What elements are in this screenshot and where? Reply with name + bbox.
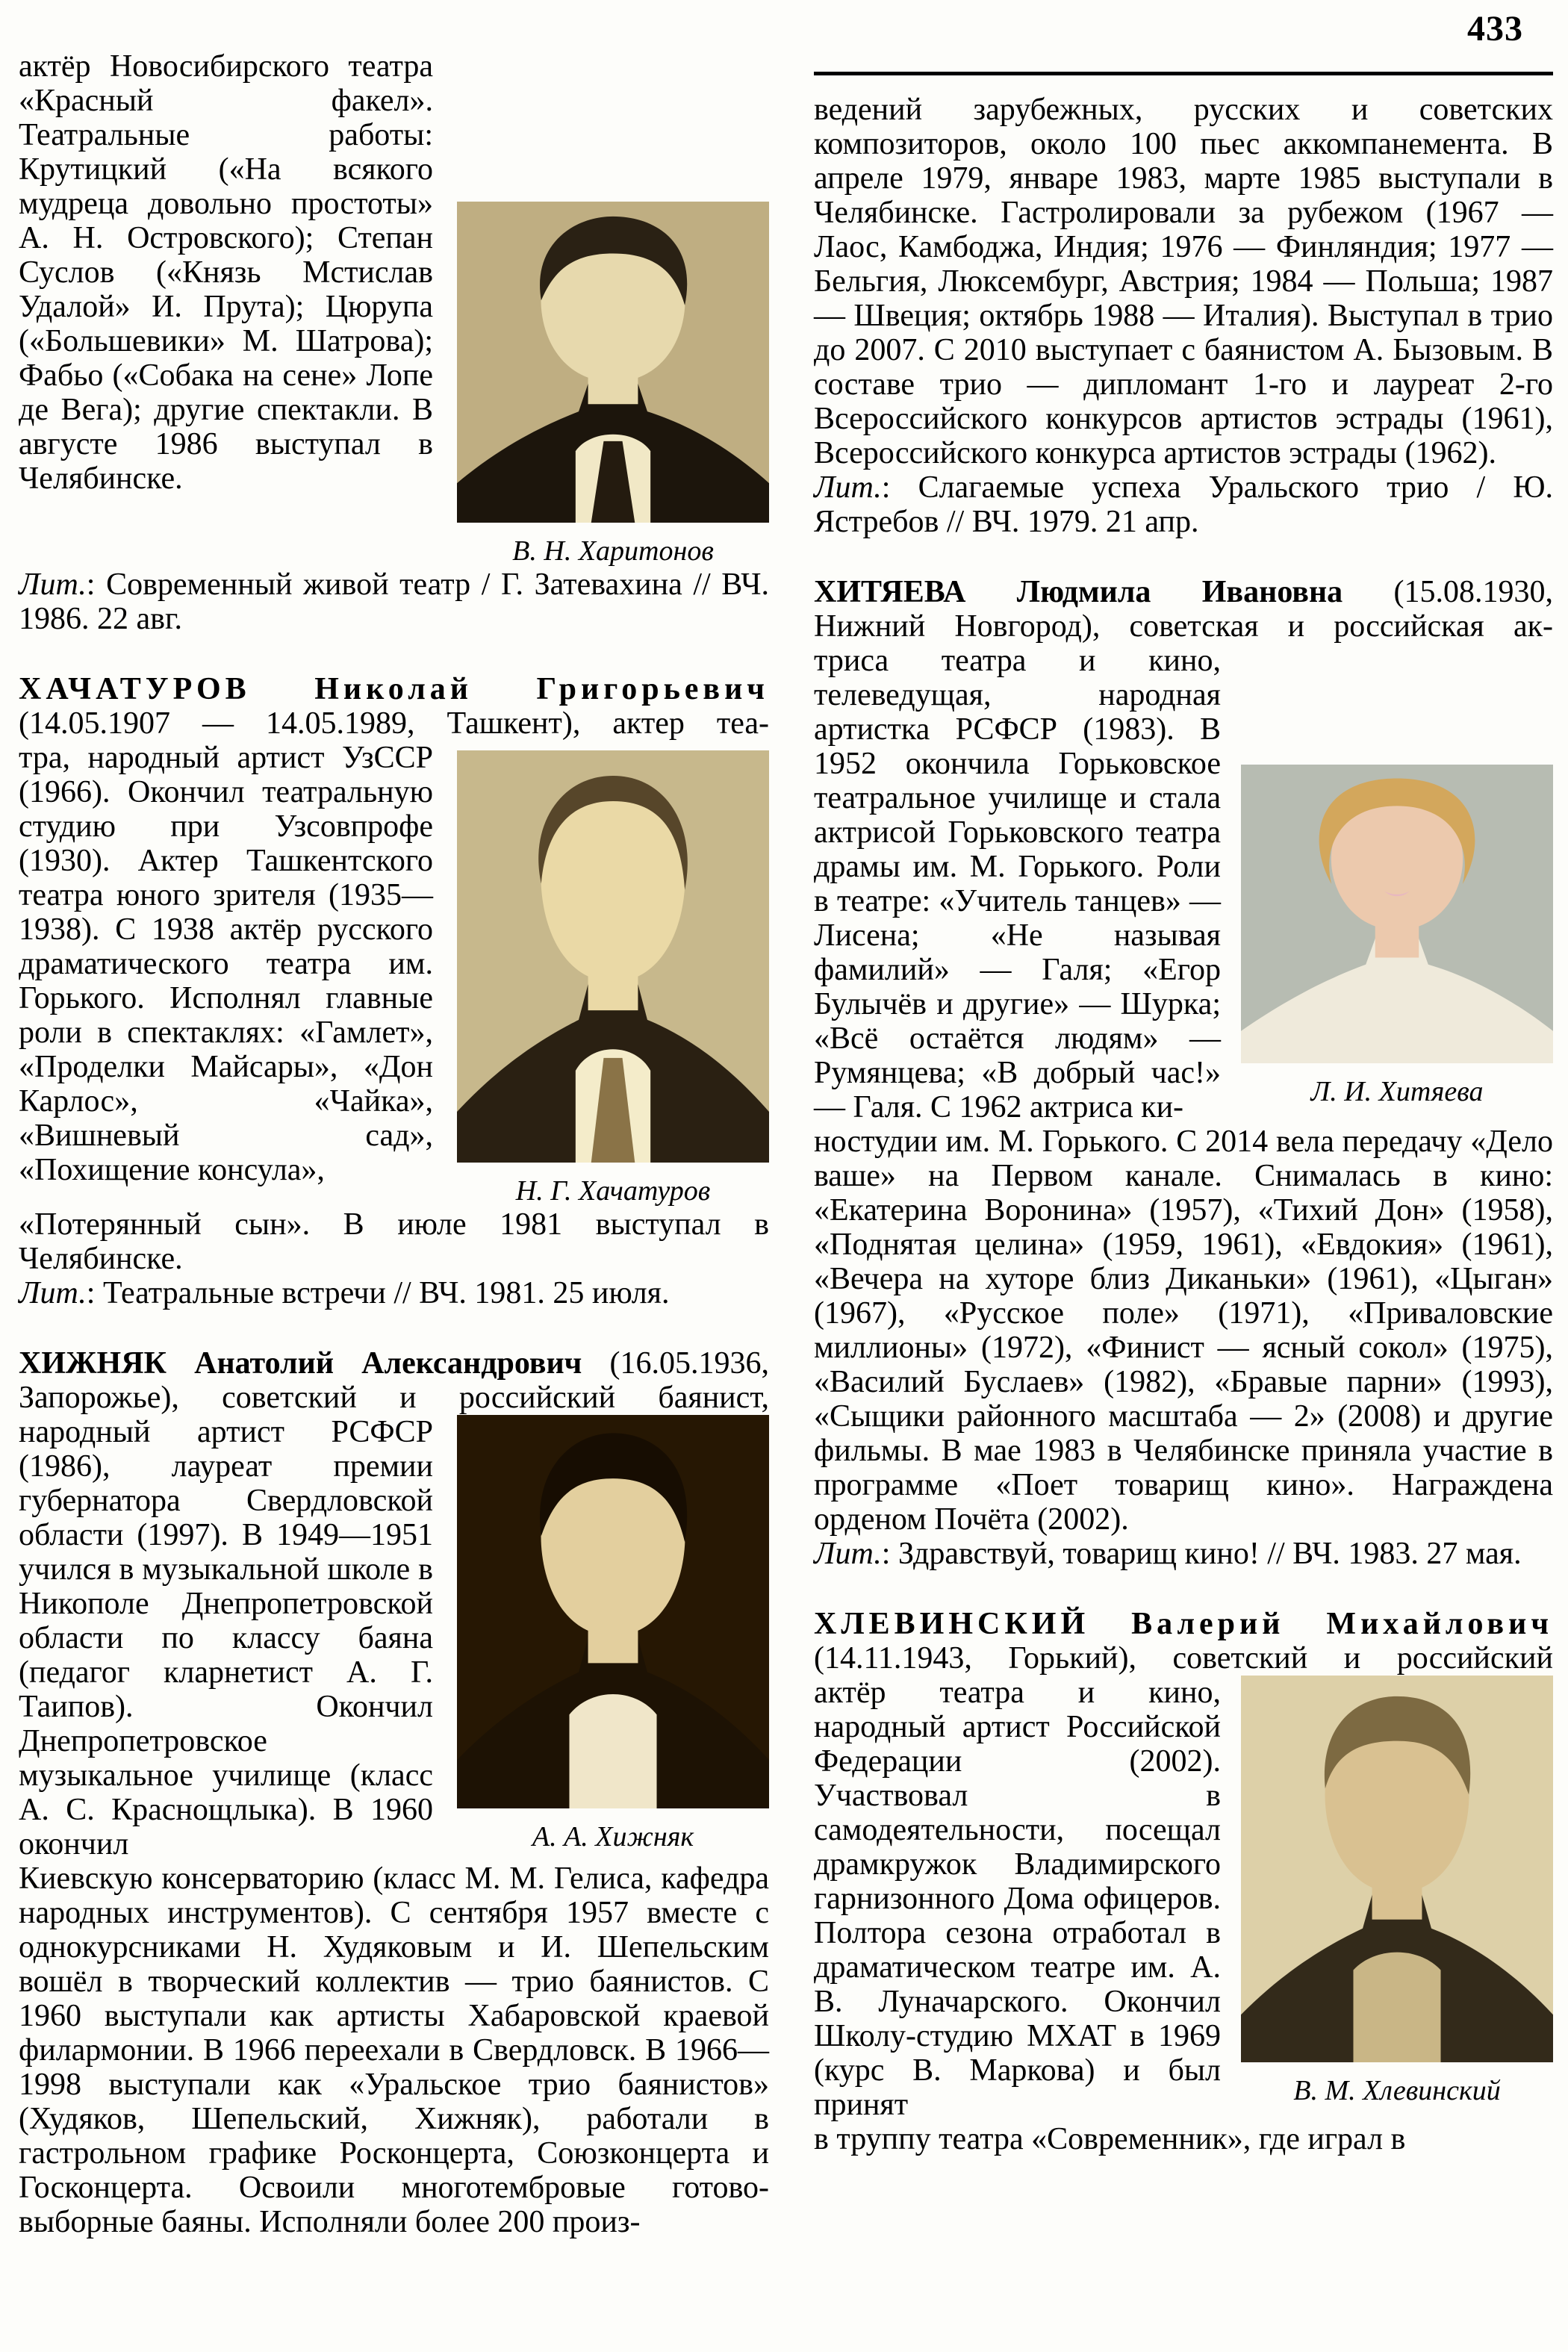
portrait-silhouette-icon [1241, 765, 1553, 1063]
photo-caption: А. А. Хижняк [532, 1821, 694, 1852]
photo-kharitonov [457, 202, 769, 567]
entry-body-full: ностудии им. М. Горького. С 2014 вела передачу «Дело ваше» на Первом канале. Снималась в кино: «Екатерина Воронина» (1957), «Тихий Дон» (1958), «Поднятая целина» (1959, 1961), «Евдокия» (1961), «Вечера на хуторе близ Диканьки» (1961), «Цыган» (1967), «Русское поле» (1971), «Приваловские миллионы» (1972), «Финист — ясный сокол» (1975), «Василий Буслаев» (1982), «Бравые парни» (1993), «Сыщики районного масштаба — 2» (2008) и другие фильмы. В мае 1983 в Челябинске приняла участие в программе «Поет товарищ кино». Награждена орденом Почёта (2002). [814, 1124, 1553, 1537]
portrait-photo [1241, 765, 1553, 1063]
photo-caption: В. Н. Харитонов [512, 535, 714, 567]
entry-khizhnyak [19, 1346, 769, 2239]
entry-kharitonov-continuation [19, 49, 769, 636]
entry-body-full: «Потерянный сын». В июле 1981 выступал в Челябинске. [19, 1207, 769, 1276]
portrait-photo [457, 750, 769, 1163]
entry-body: тра, народный артист УзССР (1966). Окончил театральную студию при Узсовпрофе (1930). Актер Ташкентского театра юного зрителя (1935—1938). С 1938 актёр русского драматического театра им. Горького. Исполнял главные роли в спектаклях: «Гамлет», «Проделки Майсары», «Дон Карлос», «Чайка», «Вишневый сад», «Похищение консула», [19, 741, 433, 1187]
entry-name-line: ХИТЯЕВА Людмила Ивановна (15.08.1930, [814, 575, 1554, 609]
photo-khityaeva [1241, 765, 1553, 1108]
header-rule [814, 72, 1553, 75]
left-column [19, 49, 769, 2239]
lit-reference: Лит.: Современный живой театр / Г. Затевахина // ВЧ. 1986. 22 авг. [19, 567, 769, 636]
portrait-silhouette-icon [457, 1415, 769, 1808]
entry-body: актёр театра и кино, народный артист Российской Федерации (2002). Участвовал в самодеятельности, посещал драмкружок Владимирского гарнизонного Дома офицеров. Полтора сезона отработал в драматическом театре им. А. В. Луначарского. Окончил Школу-студию МХАТ в 1969 (курс В. Маркова) и был принят [814, 1676, 1221, 2122]
page-number: 433 [1467, 9, 1523, 49]
portrait-photo [1241, 1676, 1553, 2062]
entry-name: ХАЧАТУРОВ Николай Григорьевич [19, 672, 769, 706]
portrait-silhouette-icon [457, 202, 769, 523]
photo-caption: Л. И. Хитяева [1310, 1076, 1484, 1107]
portrait-silhouette-icon [457, 750, 769, 1163]
photo-caption: В. М. Хлевинский [1293, 2075, 1501, 2106]
entry-header-line: (14.11.1943, Горький), советский и российский [814, 1641, 1553, 1676]
lit-reference: Лит.: Здравствуй, товарищ кино! // ВЧ. 1983. 27 мая. [814, 1537, 1522, 1571]
entry-body: ведений зарубежных, русских и советских композиторов, около 100 пьес аккомпанемента. В апреле 1979, январе 1983, марте 1985 выступали в Челябинске. Гастролировали за рубежом (1967 — Лаос, Камбоджа, Индия; 1976 — Финляндия; 1977 — Бельгия, Люксембург, Австрия; 1984 — Польша; 1987 — Швеция; октябрь 1988 — Италия). Выступал в трио до 2007. С 2010 выступает с баянистом А. Бызовым. В составе трио — дипломант 1-го и лауреат 2-го Всероссийского конкурсов артистов эстрады (1961), Всероссийского конкурса артистов эстрады (1962). [814, 93, 1553, 470]
photo-khachaturov [457, 750, 769, 1207]
entry-body: триса театра и кино, телеведущая, народная артистка РСФСР (1983). В 1952 окончила Горьковское театральное училище и стала актрисой Горьковского театра драмы им. М. Горького. Роли в театре: «Учитель танцев» — Лисена; «Не называя фамилий» — Галя; «Егор Булычёв и другие» — Шурка; «Всё остаётся людям» — Румянцева; «В добрый час!» — Галя. С 1962 актриса ки- [814, 644, 1221, 1124]
entry-body-full: в труппу театра «Современник», где играл в [814, 2122, 1406, 2156]
portrait-silhouette-icon [1241, 1676, 1553, 2062]
entry-name-line: ХИЖНЯК Анатолий Александрович (16.05.1936, [19, 1346, 769, 1381]
lit-reference: Лит.: Театральные встречи // ВЧ. 1981. 25 июля. [19, 1276, 670, 1310]
entry-body-full: Киевскую консерваторию (класс М. М. Гелиса, кафедра народных инструментов). С сентября 1957 вместе с однокурсниками Н. Худяковым и И. Шепельским вошёл в творческий коллектив — трио баянистов. С 1960 выступали как артисты Хабаровской краевой филармонии. В 1966 переехали в Свердловск. В 1966—1998 выступали как «Уральское трио баянистов» (Худяков, Шепельский, Хижняк), работали в гастрольном графике Росконцерта, Союзконцерта и Госконцерта. Освоили многотембровые готово-выборные баяны. Исполняли более 200 произ- [19, 1861, 769, 2239]
right-column [814, 93, 1553, 2156]
lit-reference: Лит.: Слагаемые успеха Уральского трио / Ю. Ястребов // ВЧ. 1979. 21 апр. [814, 470, 1553, 539]
entry-header-line: Запорожье), советский и российский баянист, [19, 1381, 769, 1415]
portrait-photo [457, 202, 769, 523]
entry-khachaturov [19, 672, 769, 1310]
entry-khlevinsky [814, 1607, 1553, 2156]
entry-khizhnyak-continuation [814, 93, 1553, 539]
portrait-photo [457, 1415, 769, 1808]
entry-body: народный артист РСФСР (1986), лауреат премии губернатора Свердловской области (1997). В 1949—1951 учился в музыкальной школе в Никополе Днепропетровской области по классу баяна (педагог кларнетист А. Г. Таипов). Окончил Днепропетровское музыкальное училище (класс А. С. Краснощлыка). В 1960 окончил [19, 1415, 433, 1861]
entry-name: ХИТЯЕВА Людмила Ивановна [814, 575, 1343, 609]
entry-header-line: (14.05.1907 — 14.05.1989, Ташкент), актер теа- [19, 706, 769, 741]
entry-name: ХЛЕВИНСКИЙ Валерий Михайлович [814, 1607, 1553, 1641]
photo-caption: Н. Г. Хачатуров [515, 1175, 711, 1207]
photo-khizhnyak [457, 1415, 769, 1853]
entry-header-line: Нижний Новгород), советская и российская ак- [814, 609, 1553, 644]
entry-body: актёр Новосибирского театра «Красный факел». Театральные работы: Крутицкий («На всякого мудреца довольно простоты» А. Н. Островского); Степан Суслов («Князь Мстислав Удалой» И. Прута); Цюрупа («Большевики» М. Шатрова); Фабьо («Собака на сене» Лопе де Вега); другие спектакли. В августе 1986 выступал в Челябинске. [19, 49, 433, 496]
entry-khityaeva [814, 575, 1553, 1571]
photo-khlevinsky [1241, 1676, 1553, 2107]
entry-name: ХИЖНЯК Анатолий Александрович [19, 1346, 582, 1381]
